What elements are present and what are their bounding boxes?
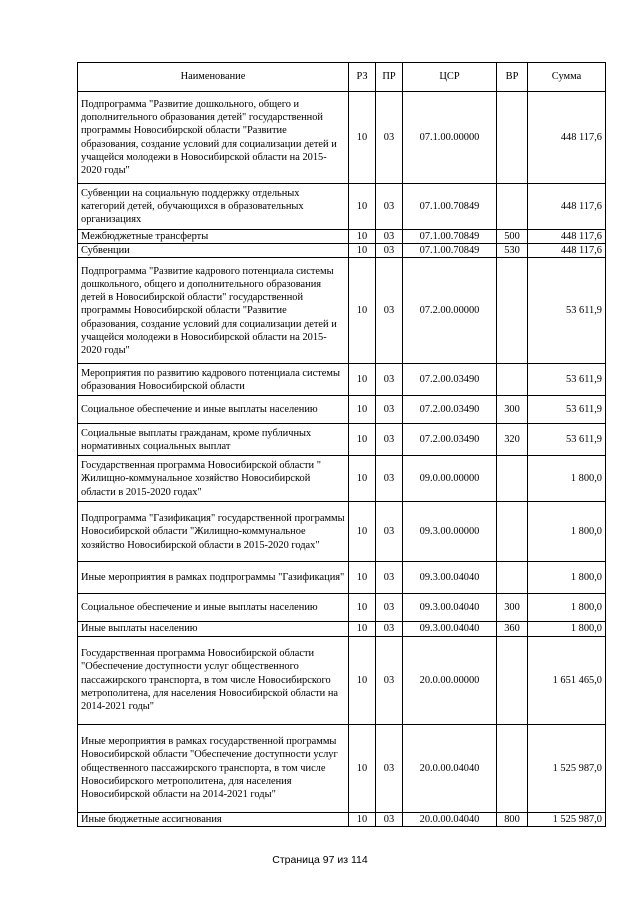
row-pr-cell: 03 bbox=[376, 456, 403, 502]
row-pr-cell: 03 bbox=[376, 244, 403, 258]
row-csr-cell: 07.1.00.70849 bbox=[403, 244, 497, 258]
row-sum-cell: 53 611,9 bbox=[528, 396, 606, 424]
header-name: Наименование bbox=[78, 63, 349, 92]
row-csr-cell: 09.0.00.00000 bbox=[403, 456, 497, 502]
row-csr-cell: 07.2.00.03490 bbox=[403, 396, 497, 424]
row-csr-cell: 20.0.00.04040 bbox=[403, 724, 497, 812]
header-pr: ПР bbox=[376, 63, 403, 92]
row-sum-cell: 53 611,9 bbox=[528, 258, 606, 364]
row-rz-cell: 10 bbox=[349, 502, 376, 562]
row-csr-cell: 20.0.00.04040 bbox=[403, 812, 497, 826]
row-name-cell: Субвенции на социальную поддержку отдельных категорий детей, обучающихся в образовательных организациях bbox=[78, 184, 349, 230]
row-rz-cell: 10 bbox=[349, 184, 376, 230]
row-rz-cell: 10 bbox=[349, 724, 376, 812]
row-csr-cell: 07.2.00.03490 bbox=[403, 364, 497, 396]
page-number: Страница 97 из 114 bbox=[272, 854, 368, 866]
row-csr-cell: 07.2.00.00000 bbox=[403, 258, 497, 364]
row-csr-cell: 09.3.00.04040 bbox=[403, 562, 497, 594]
row-rz-cell: 10 bbox=[349, 364, 376, 396]
row-vr-cell bbox=[497, 502, 528, 562]
table-row bbox=[78, 244, 606, 258]
table-row bbox=[78, 424, 606, 456]
row-pr-cell: 03 bbox=[376, 594, 403, 622]
row-vr-cell bbox=[497, 184, 528, 230]
row-pr-cell: 03 bbox=[376, 812, 403, 826]
table-row bbox=[78, 812, 606, 826]
row-pr-cell: 03 bbox=[376, 502, 403, 562]
row-pr-cell: 03 bbox=[376, 230, 403, 244]
row-vr-cell bbox=[497, 562, 528, 594]
table-row bbox=[78, 92, 606, 184]
row-sum-cell: 448 117,6 bbox=[528, 92, 606, 184]
table-row bbox=[78, 456, 606, 502]
row-sum-cell: 1 525 987,0 bbox=[528, 724, 606, 812]
row-name-cell: Субвенции bbox=[78, 244, 349, 258]
table-row bbox=[78, 184, 606, 230]
row-rz-cell: 10 bbox=[349, 244, 376, 258]
row-sum-cell: 1 800,0 bbox=[528, 622, 606, 636]
row-pr-cell: 03 bbox=[376, 184, 403, 230]
row-sum-cell: 1 800,0 bbox=[528, 502, 606, 562]
row-csr-cell: 07.1.00.00000 bbox=[403, 92, 497, 184]
row-csr-cell: 09.3.00.04040 bbox=[403, 622, 497, 636]
row-name-cell: Иные мероприятия в рамках государственной программы Новосибирской области "Обеспечение доступности услуг общественного пассажирского транспорта, в том числе Новосибирского метрополитена, для населения Новосибирской области на 2014-2021 годы" bbox=[78, 724, 349, 812]
row-pr-cell: 03 bbox=[376, 92, 403, 184]
table-row bbox=[78, 396, 606, 424]
row-sum-cell: 448 117,6 bbox=[528, 184, 606, 230]
table-row bbox=[78, 230, 606, 244]
header-vr: ВР bbox=[497, 63, 528, 92]
row-rz-cell: 10 bbox=[349, 424, 376, 456]
table-row bbox=[78, 364, 606, 396]
row-name-cell: Социальное обеспечение и иные выплаты населению bbox=[78, 396, 349, 424]
row-rz-cell: 10 bbox=[349, 594, 376, 622]
row-sum-cell: 1 800,0 bbox=[528, 456, 606, 502]
row-vr-cell: 300 bbox=[497, 396, 528, 424]
table-row bbox=[78, 724, 606, 812]
row-vr-cell bbox=[497, 724, 528, 812]
row-pr-cell: 03 bbox=[376, 364, 403, 396]
row-sum-cell: 1 651 465,0 bbox=[528, 636, 606, 724]
row-pr-cell: 03 bbox=[376, 622, 403, 636]
row-name-cell: Мероприятия по развитию кадрового потенциала системы образования Новосибирской области bbox=[78, 364, 349, 396]
table-row bbox=[78, 562, 606, 594]
row-vr-cell: 300 bbox=[497, 594, 528, 622]
row-sum-cell: 448 117,6 bbox=[528, 230, 606, 244]
row-name-cell: Государственная программа Новосибирской области "Обеспечение доступности услуг общественного пассажирского транспорта, в том числе Новосибирского метрополитена, для населения Новосибирской области на 2014-2021 годы" bbox=[78, 636, 349, 724]
row-csr-cell: 09.3.00.04040 bbox=[403, 594, 497, 622]
budget-table bbox=[77, 62, 606, 827]
row-vr-cell: 320 bbox=[497, 424, 528, 456]
row-name-cell: Иные мероприятия в рамках подпрограммы "Газификация" bbox=[78, 562, 349, 594]
row-name-cell: Иные бюджетные ассигнования bbox=[78, 812, 349, 826]
row-rz-cell: 10 bbox=[349, 456, 376, 502]
table-row bbox=[78, 594, 606, 622]
row-rz-cell: 10 bbox=[349, 636, 376, 724]
row-rz-cell: 10 bbox=[349, 622, 376, 636]
row-vr-cell bbox=[497, 258, 528, 364]
row-csr-cell: 07.2.00.03490 bbox=[403, 424, 497, 456]
row-pr-cell: 03 bbox=[376, 724, 403, 812]
table-row bbox=[78, 622, 606, 636]
row-vr-cell bbox=[497, 364, 528, 396]
row-csr-cell: 09.3.00.00000 bbox=[403, 502, 497, 562]
row-name-cell: Социальное обеспечение и иные выплаты населению bbox=[78, 594, 349, 622]
header-row bbox=[78, 63, 606, 92]
row-vr-cell bbox=[497, 92, 528, 184]
row-rz-cell: 10 bbox=[349, 92, 376, 184]
row-pr-cell: 03 bbox=[376, 396, 403, 424]
row-rz-cell: 10 bbox=[349, 258, 376, 364]
row-vr-cell: 530 bbox=[497, 244, 528, 258]
row-vr-cell: 800 bbox=[497, 812, 528, 826]
row-rz-cell: 10 bbox=[349, 230, 376, 244]
row-sum-cell: 53 611,9 bbox=[528, 364, 606, 396]
row-name-cell: Межбюджетные трансферты bbox=[78, 230, 349, 244]
header-rz: РЗ bbox=[349, 63, 376, 92]
row-name-cell: Подпрограмма "Развитие кадрового потенциала системы дошкольного, общего и дополнительного образования детей в Новосибирской области" государственной программы Новосибирской области "Развитие образования, создание условий для социализации детей и учащейся молодежи в Новосибирской области на 2015-2020 годы" bbox=[78, 258, 349, 364]
table-row bbox=[78, 502, 606, 562]
header-sum: Сумма bbox=[528, 63, 606, 92]
header-csr: ЦСР bbox=[403, 63, 497, 92]
row-rz-cell: 10 bbox=[349, 396, 376, 424]
row-csr-cell: 07.1.00.70849 bbox=[403, 184, 497, 230]
row-vr-cell bbox=[497, 636, 528, 724]
row-sum-cell: 448 117,6 bbox=[528, 244, 606, 258]
table-row bbox=[78, 258, 606, 364]
row-sum-cell: 1 525 987,0 bbox=[528, 812, 606, 826]
row-vr-cell bbox=[497, 456, 528, 502]
table-row bbox=[78, 636, 606, 724]
row-csr-cell: 20.0.00.00000 bbox=[403, 636, 497, 724]
row-name-cell: Подпрограмма "Развитие дошкольного, общего и дополнительного образования детей" государственной программы Новосибирской области "Развитие образования, создание условий для социализации детей и учащейся молодежи в Новосибирской области на 2015-2020 годы" bbox=[78, 92, 349, 184]
row-name-cell: Подпрограмма "Газификация" государственной программы Новосибирской области "Жилищно-коммунальное хозяйство Новосибирской области в 2015-2020 годах" bbox=[78, 502, 349, 562]
row-vr-cell: 360 bbox=[497, 622, 528, 636]
row-name-cell: Иные выплаты населению bbox=[78, 622, 349, 636]
row-pr-cell: 03 bbox=[376, 258, 403, 364]
row-vr-cell: 500 bbox=[497, 230, 528, 244]
row-sum-cell: 1 800,0 bbox=[528, 594, 606, 622]
row-sum-cell: 1 800,0 bbox=[528, 562, 606, 594]
row-pr-cell: 03 bbox=[376, 424, 403, 456]
row-rz-cell: 10 bbox=[349, 812, 376, 826]
row-csr-cell: 07.1.00.70849 bbox=[403, 230, 497, 244]
row-rz-cell: 10 bbox=[349, 562, 376, 594]
row-pr-cell: 03 bbox=[376, 636, 403, 724]
row-name-cell: Государственная программа Новосибирской области " Жилищно-коммунальное хозяйство Новосибирской области в 2015-2020 годах" bbox=[78, 456, 349, 502]
row-pr-cell: 03 bbox=[376, 562, 403, 594]
row-name-cell: Социальные выплаты гражданам, кроме публичных нормативных социальных выплат bbox=[78, 424, 349, 456]
row-sum-cell: 53 611,9 bbox=[528, 424, 606, 456]
